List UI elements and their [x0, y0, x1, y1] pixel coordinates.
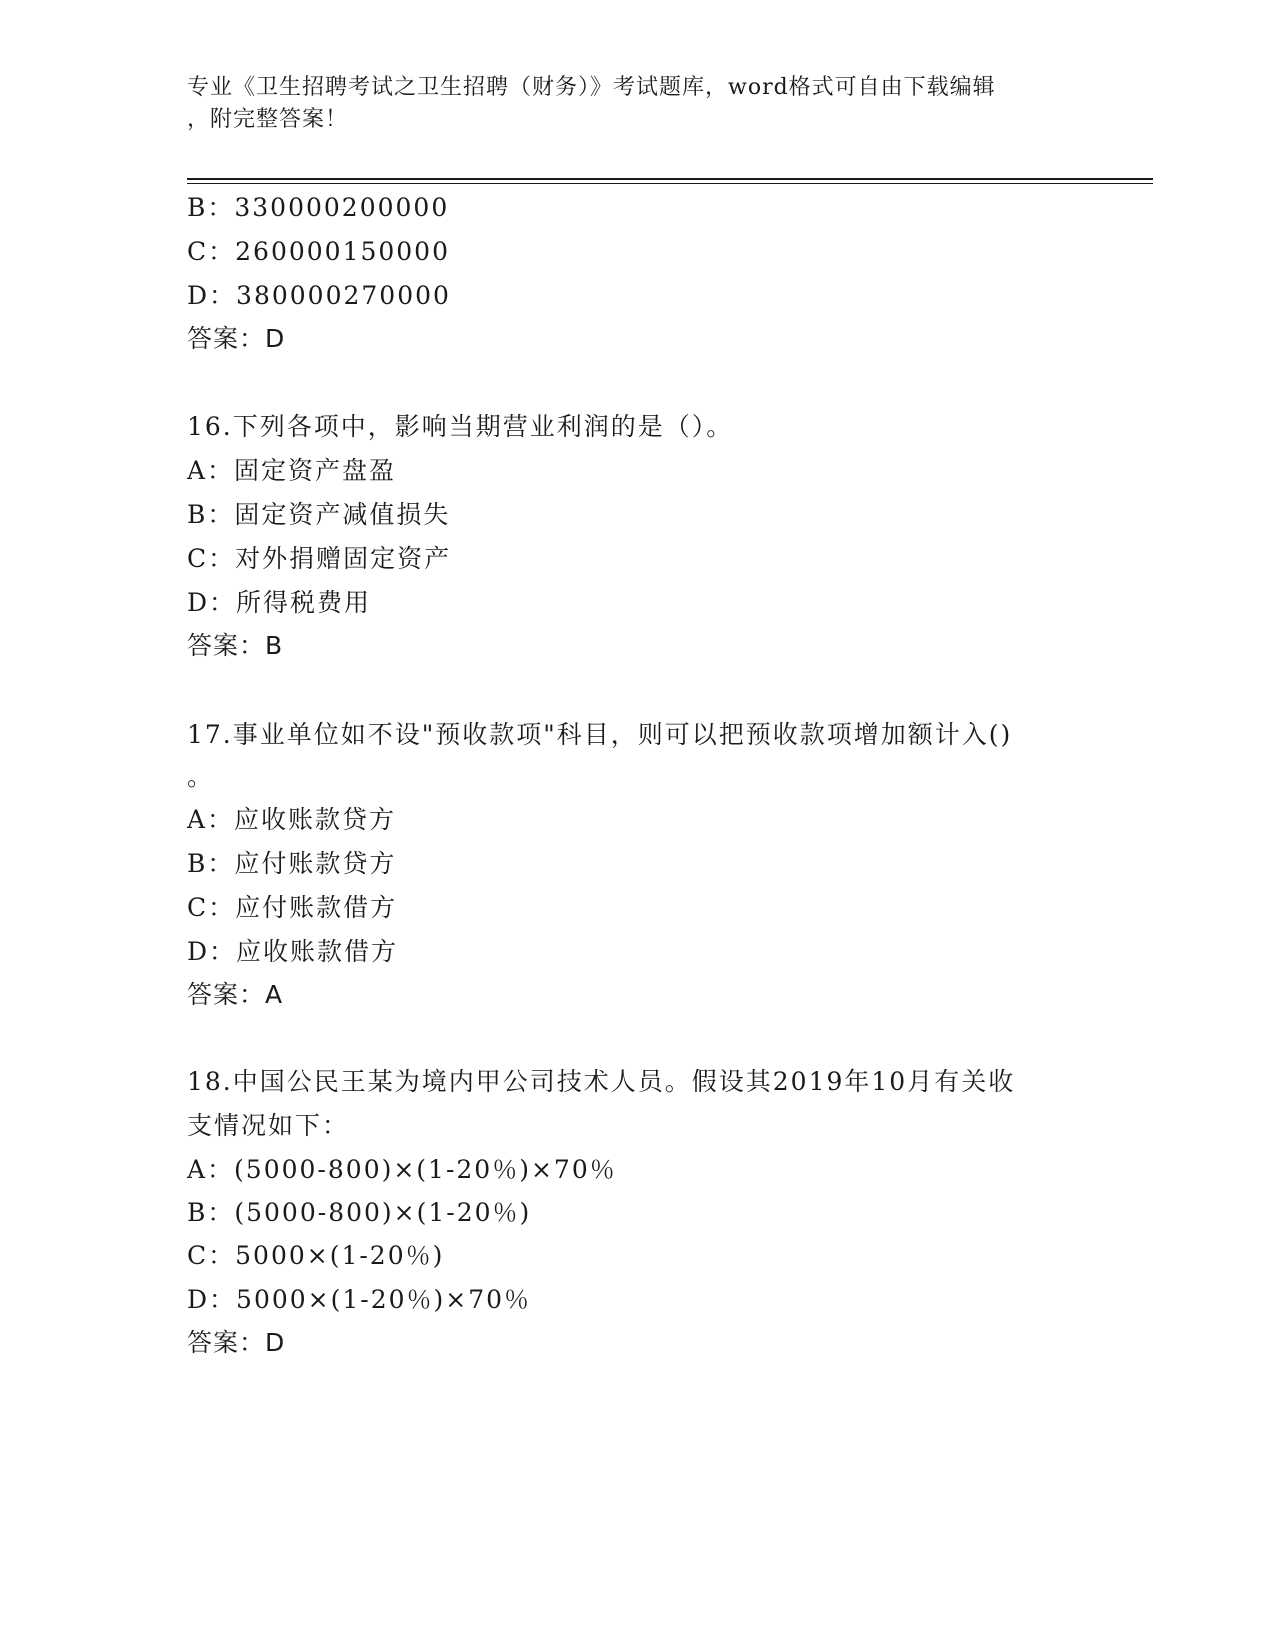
q16-option-c: C：对外捐赠固定资产 [187, 544, 452, 573]
q18-answer: 答案：D [187, 1328, 286, 1357]
q17-stem: 17.事业单位如不设"预收款项"科目，则可以把预收款项增加额计入() [187, 720, 1013, 749]
q17-stem-continuation: 。 [187, 762, 215, 791]
header-title-continuation: ，附完整答案！ [187, 107, 349, 132]
document-header [187, 72, 1077, 136]
q15-option-d: D：380000270000 [187, 281, 451, 310]
q16-stem: 16.下列各项中，影响当期营业利润的是（）。 [187, 412, 734, 441]
q18-stem: 18.中国公民王某为境内甲公司技术人员。假设其2019年10月有关收 [187, 1067, 1016, 1096]
q18-option-b: B：(5000-800)×(1-20％) [187, 1198, 532, 1227]
q15-answer: 答案：D [187, 324, 286, 353]
q18-stem-continuation: 支情况如下： [187, 1111, 350, 1140]
q18-option-d: D：5000×(1-20％)×70％ [187, 1285, 532, 1314]
q16-answer: 答案：B [187, 631, 284, 660]
q16-option-b: B：固定资产减值损失 [187, 500, 451, 529]
q16-option-d: D：所得税费用 [187, 588, 372, 617]
q16-option-a: A：固定资产盘盈 [187, 456, 397, 485]
header-divider-thick [187, 178, 1153, 180]
q15-option-b: B：330000200000 [187, 193, 450, 222]
q18-option-a: A：(5000-800)×(1-20％)×70％ [187, 1155, 617, 1184]
q15-option-c: C：260000150000 [187, 237, 450, 266]
q17-answer: 答案：A [187, 980, 284, 1009]
q17-option-d: D：应收账款借方 [187, 937, 399, 966]
q17-option-b: B：应付账款贷方 [187, 849, 397, 878]
q17-option-c: C：应付账款借方 [187, 893, 398, 922]
header-divider-thin [187, 183, 1153, 184]
q18-option-c: C：5000×(1-20％) [187, 1241, 445, 1270]
header-title-line: 专业《卫生招聘考试之卫生招聘（财务）》考试题库，word格式可自由下载编辑 [187, 75, 996, 100]
q17-option-a: A：应收账款贷方 [187, 805, 397, 834]
